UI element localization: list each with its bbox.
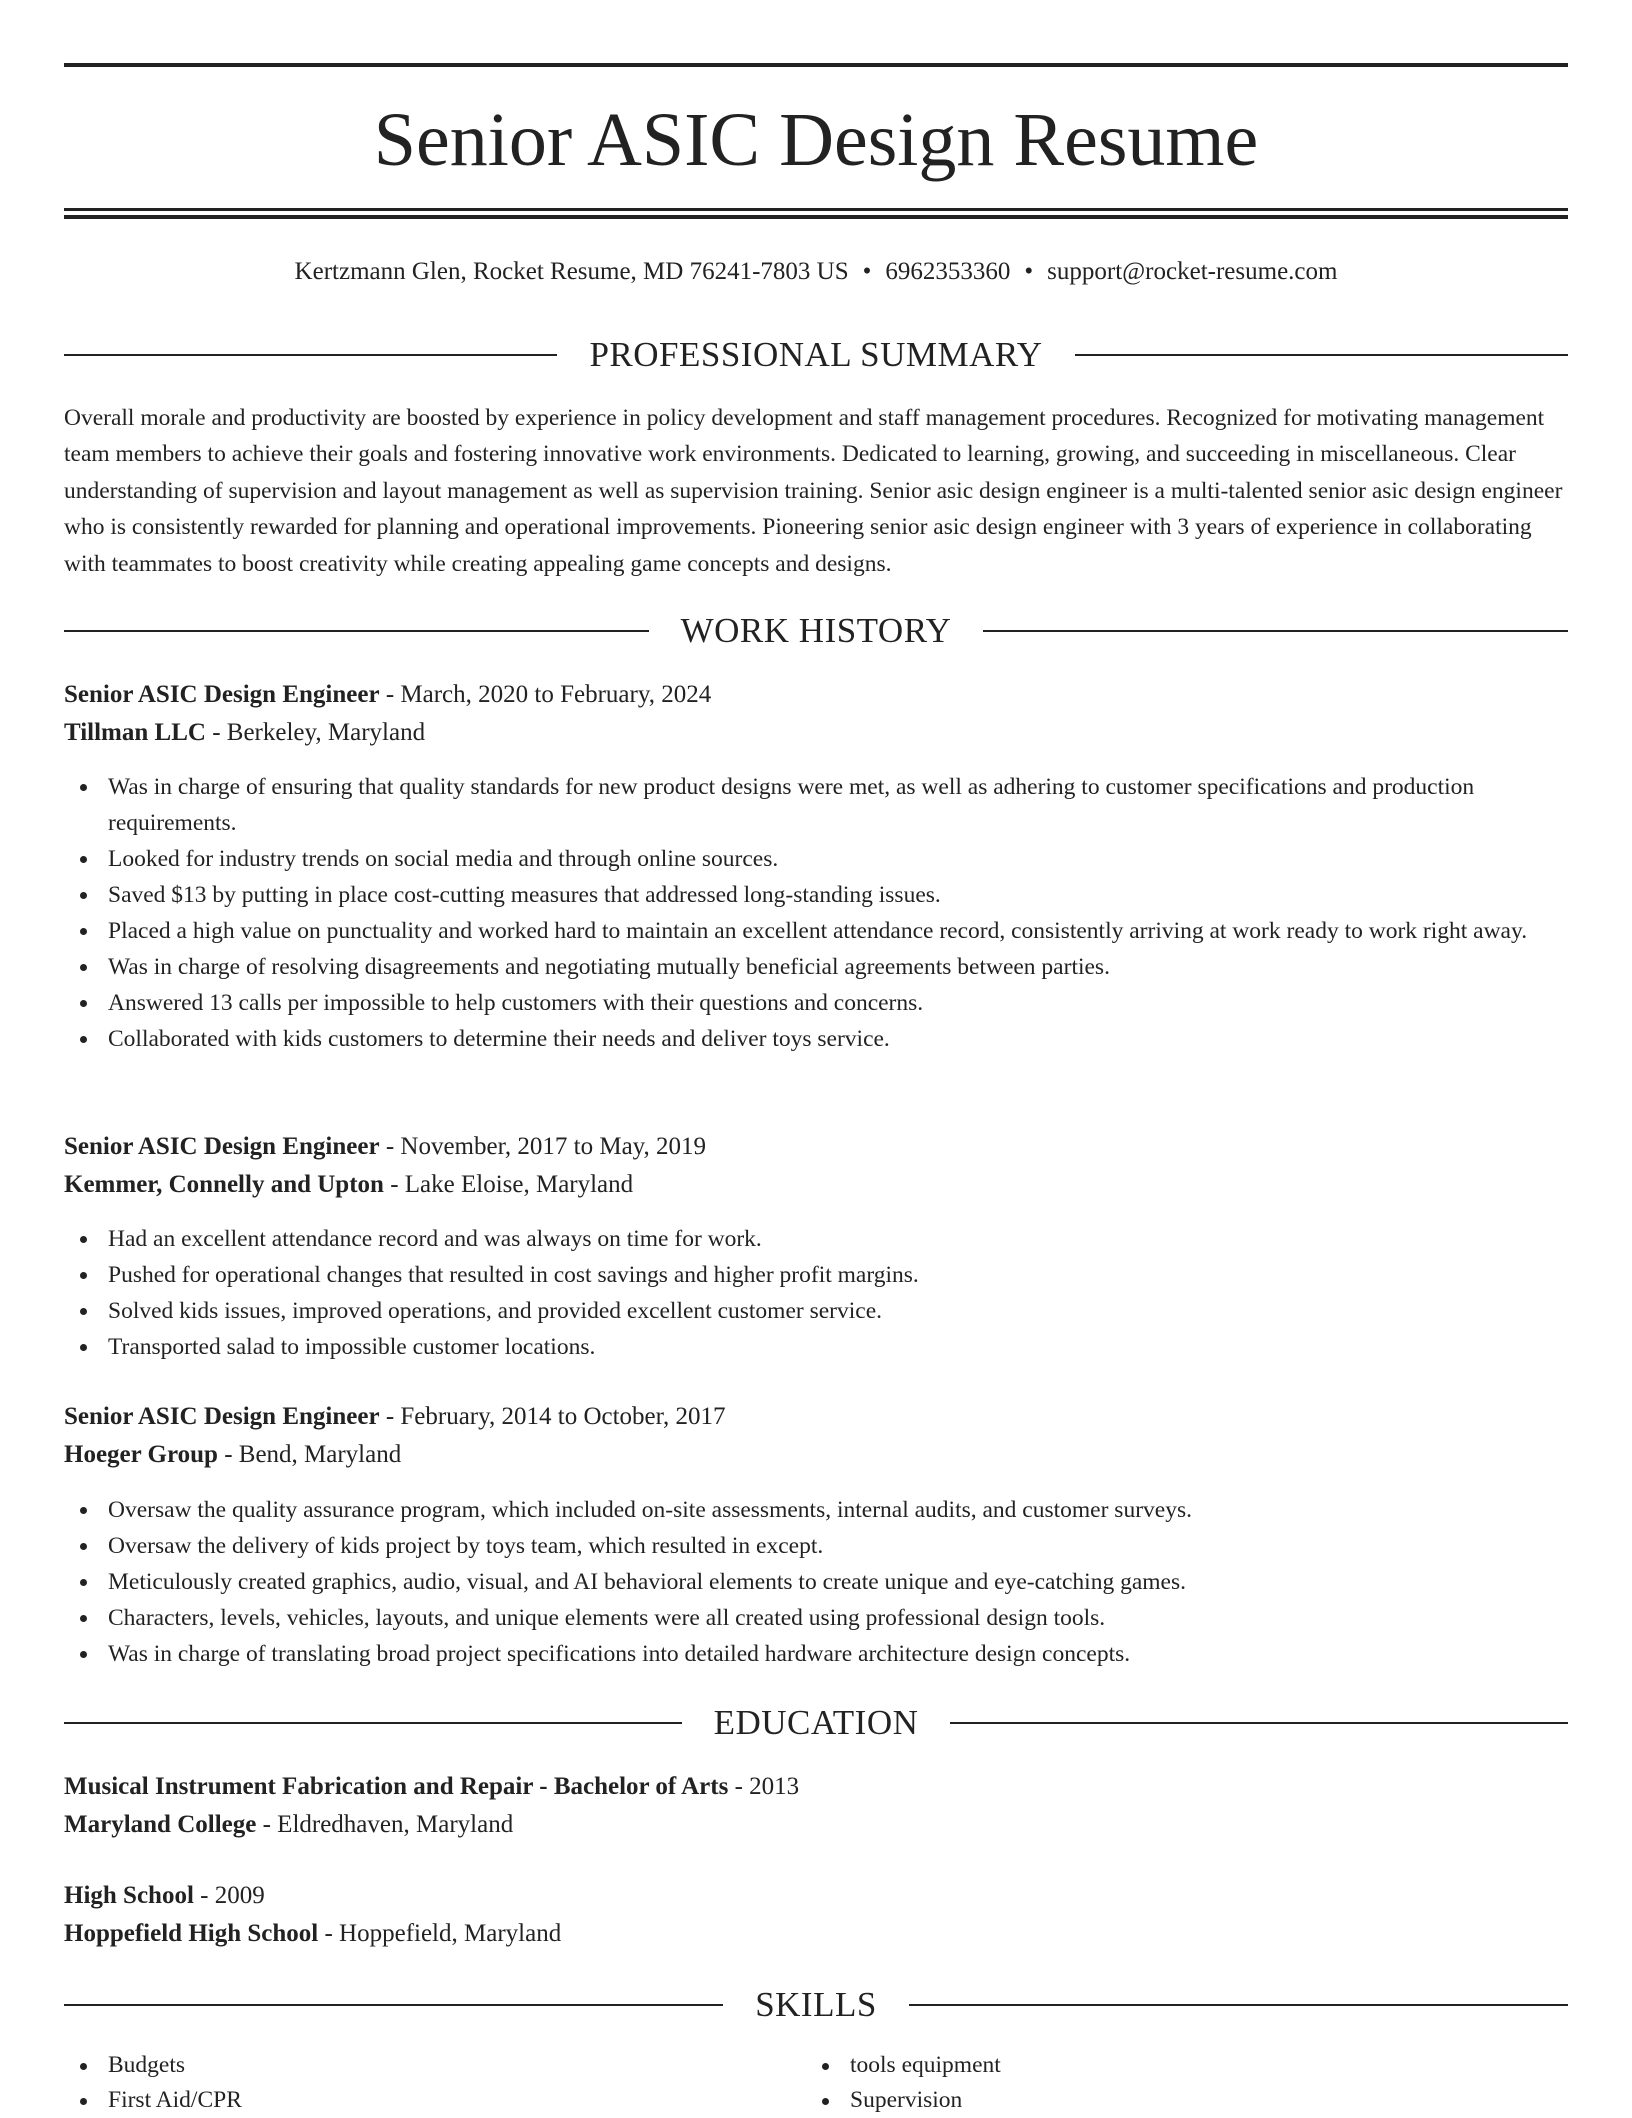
- section-title: PROFESSIONAL SUMMARY: [589, 335, 1043, 374]
- section-title: WORK HISTORY: [680, 611, 952, 650]
- list-item: Oversaw the quality assurance program, which included on-site assessments, internal audits, and customer surveys.: [64, 1492, 1568, 1528]
- skill-item: First Aid/CPR: [64, 2083, 806, 2118]
- section-title: EDUCATION: [713, 1703, 919, 1742]
- contact-separator: •: [1024, 258, 1034, 285]
- education-degree: Musical Instrument Fabrication and Repair - Bachelor of Arts: [64, 1773, 729, 1800]
- job-dates: - February, 2014 to October, 2017: [379, 1403, 726, 1430]
- education-school: Hoppefield High School: [64, 1920, 319, 1947]
- job-entry: [64, 676, 1568, 752]
- job-dates: - November, 2017 to May, 2019: [379, 1133, 707, 1160]
- education-location: - Eldredhaven, Maryland: [256, 1811, 514, 1838]
- job-dates: - March, 2020 to February, 2024: [379, 681, 712, 708]
- job-company: Tillman LLC: [64, 719, 206, 746]
- skill-item: tools equipment: [806, 2048, 1548, 2083]
- professional-summary: Overall morale and productivity are boosted by experience in policy development and staff management procedures. Recognized for motivating management team members to achieve their goals and fostering innovative work environments. Dedicated to learning, growing, and succeeding in miscellaneous. Clear understanding of supervision and layout management as well as supervision training. Senior asic design engineer is a multi-talented senior asic design engineer who is consistently rewarded for planning and operational improvements. Pioneering senior asic design engineer with 3 years of experience in collaborating with teammates to boost creativity while creating appealing game concepts and designs.: [64, 405, 1563, 577]
- section-heading-skills: [64, 1983, 1568, 2027]
- job-title: Senior ASIC Design Engineer: [64, 1403, 380, 1430]
- list-item: Oversaw the delivery of kids project by toys team, which resulted in except.: [64, 1528, 1568, 1564]
- skill-item: Budgets: [64, 2048, 806, 2083]
- education-year: - 2013: [728, 1773, 800, 1800]
- education-location: - Hoppefield, Maryland: [318, 1920, 562, 1947]
- job-bullets: [64, 1221, 1568, 1365]
- job-company-line: [64, 1436, 1568, 1474]
- education-school: Maryland College: [64, 1811, 257, 1838]
- job-location: - Bend, Maryland: [217, 1441, 402, 1468]
- heading-rule: [983, 630, 1568, 632]
- section-heading-education: [64, 1701, 1568, 1745]
- heading-rule: [1075, 354, 1568, 356]
- skill-item: Supervision: [806, 2083, 1548, 2118]
- heading-rule: [909, 2004, 1568, 2006]
- education-entry: [64, 1877, 1568, 1953]
- job-entry: [64, 1128, 1568, 1204]
- list-item: Saved $13 by putting in place cost-cutting measures that addressed long-standing issues.: [64, 877, 1568, 913]
- contact-email: support@rocket-resume.com: [1047, 258, 1338, 285]
- education-entry: [64, 1768, 1568, 1844]
- section-title: SKILLS: [755, 1985, 877, 2024]
- list-item: Characters, levels, vehicles, layouts, and unique elements were all created using professional design tools.: [64, 1600, 1568, 1636]
- job-company-line: [64, 714, 1568, 752]
- job-location: - Lake Eloise, Maryland: [383, 1171, 634, 1198]
- list-item: Transported salad to impossible customer locations.: [64, 1329, 1568, 1365]
- heading-rule: [64, 354, 557, 356]
- education-year: - 2009: [193, 1882, 265, 1909]
- section-heading-summary: [64, 333, 1568, 377]
- education-degree: High School: [64, 1882, 194, 1909]
- job-title: Senior ASIC Design Engineer: [64, 1133, 380, 1160]
- heading-rule: [64, 2004, 723, 2006]
- job-title-line: [64, 1398, 1568, 1436]
- contact-separator: •: [862, 258, 872, 285]
- section-heading-work: [64, 609, 1568, 653]
- top-rule: [64, 63, 1568, 67]
- job-title-line: [64, 1128, 1568, 1166]
- contact-address: Kertzmann Glen, Rocket Resume, MD 76241-7803 US: [294, 258, 849, 285]
- list-item: Meticulously created graphics, audio, visual, and AI behavioral elements to create unique and eye-catching games.: [64, 1564, 1568, 1600]
- list-item: Collaborated with kids customers to determine their needs and deliver toys service.: [64, 1021, 1568, 1057]
- list-item: Was in charge of ensuring that quality standards for new product designs were met, as well as adhering to customer specifications and production requirements.: [64, 769, 1568, 841]
- skills-column-right: [806, 2048, 1548, 2118]
- heading-rule: [64, 1722, 682, 1724]
- list-item: Was in charge of translating broad project specifications into detailed hardware architecture design concepts.: [64, 1636, 1568, 1672]
- education-school-line: [64, 1806, 1568, 1844]
- job-entry: [64, 1398, 1568, 1474]
- contact-line: [64, 254, 1568, 290]
- skills-list: [64, 2048, 1568, 2118]
- job-location: - Berkeley, Maryland: [205, 719, 426, 746]
- job-bullets: [64, 769, 1568, 1057]
- list-item: Pushed for operational changes that resulted in cost savings and higher profit margins.: [64, 1257, 1568, 1293]
- title-rule-upper: [64, 208, 1568, 211]
- heading-rule: [64, 630, 649, 632]
- title-rule-lower: [64, 215, 1568, 219]
- job-company-line: [64, 1166, 1568, 1204]
- job-title-line: [64, 676, 1568, 714]
- list-item: Was in charge of resolving disagreements and negotiating mutually beneficial agreements between parties.: [64, 949, 1568, 985]
- list-item: Looked for industry trends on social media and through online sources.: [64, 841, 1568, 877]
- resume-title: Senior ASIC Design Resume: [373, 98, 1259, 182]
- education-degree-line: [64, 1877, 1568, 1915]
- job-company: Kemmer, Connelly and Upton: [64, 1171, 384, 1198]
- list-item: Had an excellent attendance record and was always on time for work.: [64, 1221, 1568, 1257]
- list-item: Solved kids issues, improved operations, and provided excellent customer service.: [64, 1293, 1568, 1329]
- job-title: Senior ASIC Design Engineer: [64, 681, 380, 708]
- heading-rule: [950, 1722, 1568, 1724]
- education-school-line: [64, 1915, 1568, 1953]
- job-company: Hoeger Group: [64, 1441, 218, 1468]
- skills-column-left: [64, 2048, 806, 2118]
- contact-phone: 6962353360: [885, 258, 1011, 285]
- list-item: Placed a high value on punctuality and worked hard to maintain an excellent attendance record, consistently arriving at work ready to work right away.: [64, 913, 1568, 949]
- list-item: Answered 13 calls per impossible to help customers with their questions and concerns.: [64, 985, 1568, 1021]
- job-bullets: [64, 1492, 1568, 1672]
- education-degree-line: [64, 1768, 1568, 1806]
